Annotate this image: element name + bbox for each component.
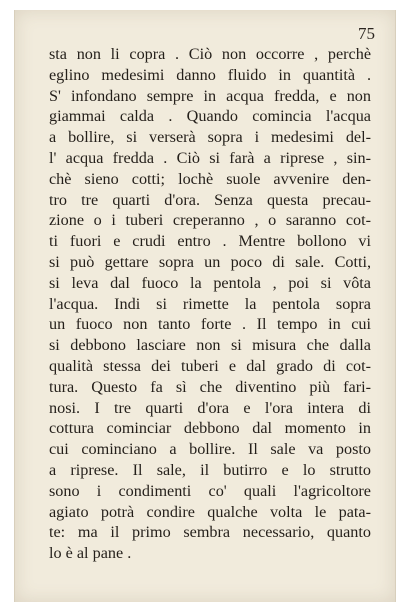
text-line: sono i condimenti co' quali l'agricoltore: [49, 481, 371, 500]
text-line: cottura cominciar debbono dal momento in: [49, 419, 371, 438]
text-line: ti fuori e crudi entro . Mentre bollono vi: [49, 232, 371, 251]
text-line: si può gettare sopra un poco di sale. Cotti,: [49, 252, 371, 271]
text-line: agiato potrà condire qualche volta le pata-: [49, 502, 371, 521]
text-line: sta non li copra . Ciò non occorre , perchè: [49, 45, 371, 63]
text-line: qualità stessa dei tuberi e dal grado di cot-: [49, 356, 371, 375]
book-page: [14, 10, 396, 602]
text-line: cui cominciano a bollire. Il sale va posto: [49, 440, 371, 459]
text-line: te: ma il primo sembra necessario, quanto: [49, 523, 371, 542]
text-line: S' infondano sempre in acqua fredda, e non: [49, 86, 371, 105]
text-line: l'acqua. Indi si rimette la pentola sopra: [49, 294, 371, 313]
text-line: si leva dal fuoco la pentola , poi si vôta: [49, 273, 371, 292]
text-line: giammai calda . Quando comincia l'acqua: [49, 107, 371, 126]
text-line: l' acqua fredda . Ciò si farà a riprese , sin-: [49, 148, 371, 167]
text-line: lo è al pane .: [49, 544, 132, 563]
text-line: un fuoco non tanto forte . Il tempo in cui: [49, 315, 371, 334]
text-line: si debbono lasciare non si misura che dalla: [49, 336, 371, 355]
text-line: zione o i tuberi creperanno , o saranno cot-: [49, 211, 371, 230]
text-line: tro tre quarti d'ora. Senza questa precau-: [49, 190, 371, 209]
body-text: [49, 44, 371, 564]
text-line: chè sieno cotti; lochè suole avvenire den-: [49, 169, 371, 188]
text-line: eglino medesimi danno fluido in quantità .: [49, 65, 371, 84]
text-line: tura. Questo fa sì che diventino più fari-: [49, 377, 371, 396]
text-line: nosi. I tre quarti d'ora e l'ora intera di: [49, 398, 371, 417]
text-line: a bollire, si verserà sopra i medesimi del-: [49, 128, 371, 147]
page-number: 75: [358, 24, 375, 43]
text-line: a riprese. Il sale, il butirro e lo strutto: [49, 460, 371, 479]
